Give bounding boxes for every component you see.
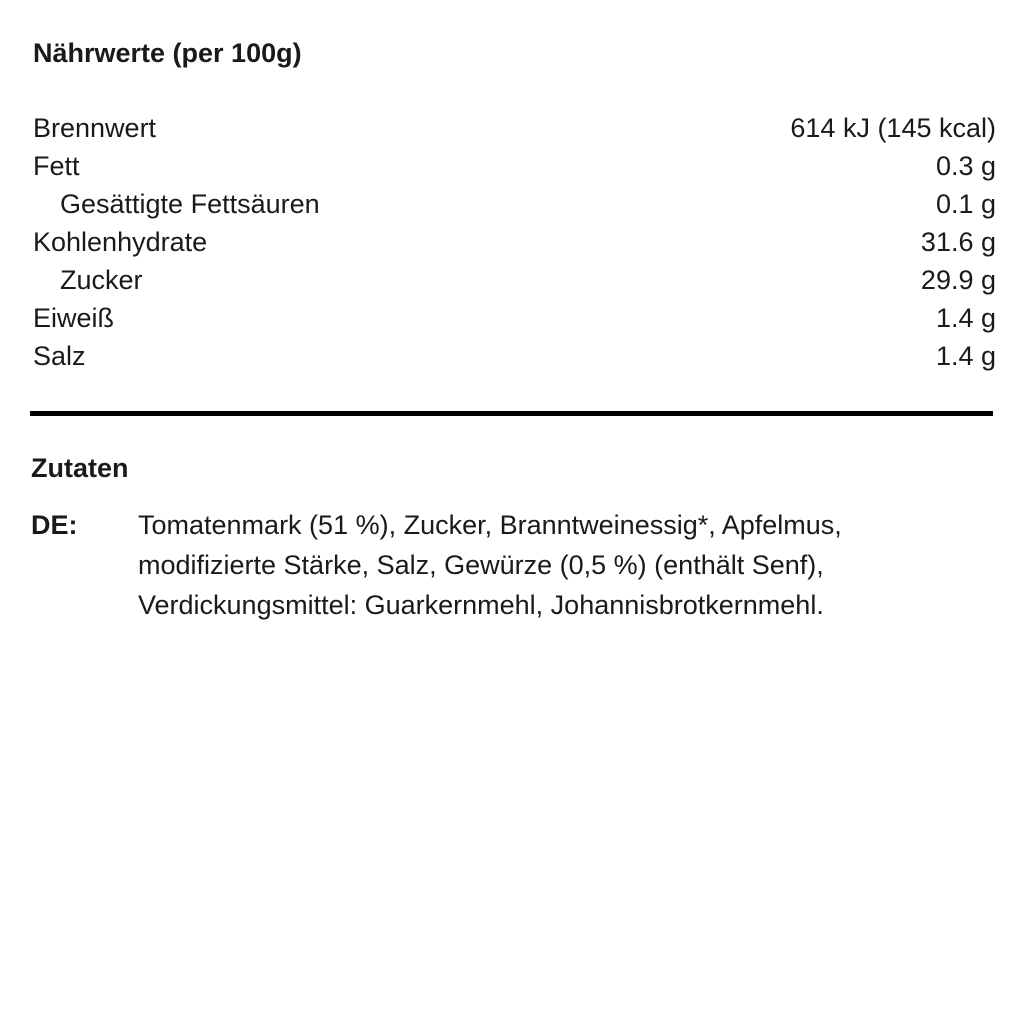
nutrition-label: Eiweiß <box>33 303 115 333</box>
ingredients-heading: Zutaten <box>31 453 129 483</box>
ingredients-line: Tomatenmark (51 %), Zucker, Branntweinessig*, Apfelmus, <box>138 510 842 540</box>
ingredients-block <box>31 505 996 625</box>
nutrition-row-brennwert <box>33 109 996 147</box>
nutrition-value: 31.6 g <box>920 227 996 257</box>
nutrition-value: 1.4 g <box>935 341 996 371</box>
ingredients-text <box>138 505 996 625</box>
nutrition-row-zucker <box>33 261 996 299</box>
nutrition-value: 1.4 g <box>935 303 996 333</box>
nutrition-sublabel: Gesättigte Fettsäuren <box>60 189 320 219</box>
ingredients-line: Verdickungsmittel: Guarkernmehl, Johannisbrotkernmehl. <box>138 590 824 620</box>
nutrition-value: 0.1 g <box>935 189 996 219</box>
nutrition-value: 614 kJ (145 kcal) <box>790 113 996 143</box>
nutrition-row-eiweiss <box>33 299 996 337</box>
nutrition-row-salz <box>33 337 996 375</box>
nutrition-label: Salz <box>33 341 86 371</box>
nutrition-heading: Nährwerte (per 100g) <box>33 38 302 68</box>
ingredients-line: modifizierte Stärke, Salz, Gewürze (0,5 %) (enthält Senf), <box>138 550 824 580</box>
nutrition-label: Kohlenhydrate <box>33 227 208 257</box>
nutrition-table <box>33 109 996 375</box>
nutrition-row-gesaettigte-fettsaeuren <box>33 185 996 223</box>
nutrition-sublabel: Zucker <box>60 265 143 295</box>
nutrition-row-fett <box>33 147 996 185</box>
nutrition-value: 29.9 g <box>920 265 996 295</box>
language-code: DE: <box>31 510 78 540</box>
nutrition-value: 0.3 g <box>935 151 996 181</box>
nutrition-row-kohlenhydrate <box>33 223 996 261</box>
nutrition-label: Fett <box>33 151 80 181</box>
nutrition-label: Brennwert <box>33 113 157 143</box>
section-divider <box>30 411 993 416</box>
